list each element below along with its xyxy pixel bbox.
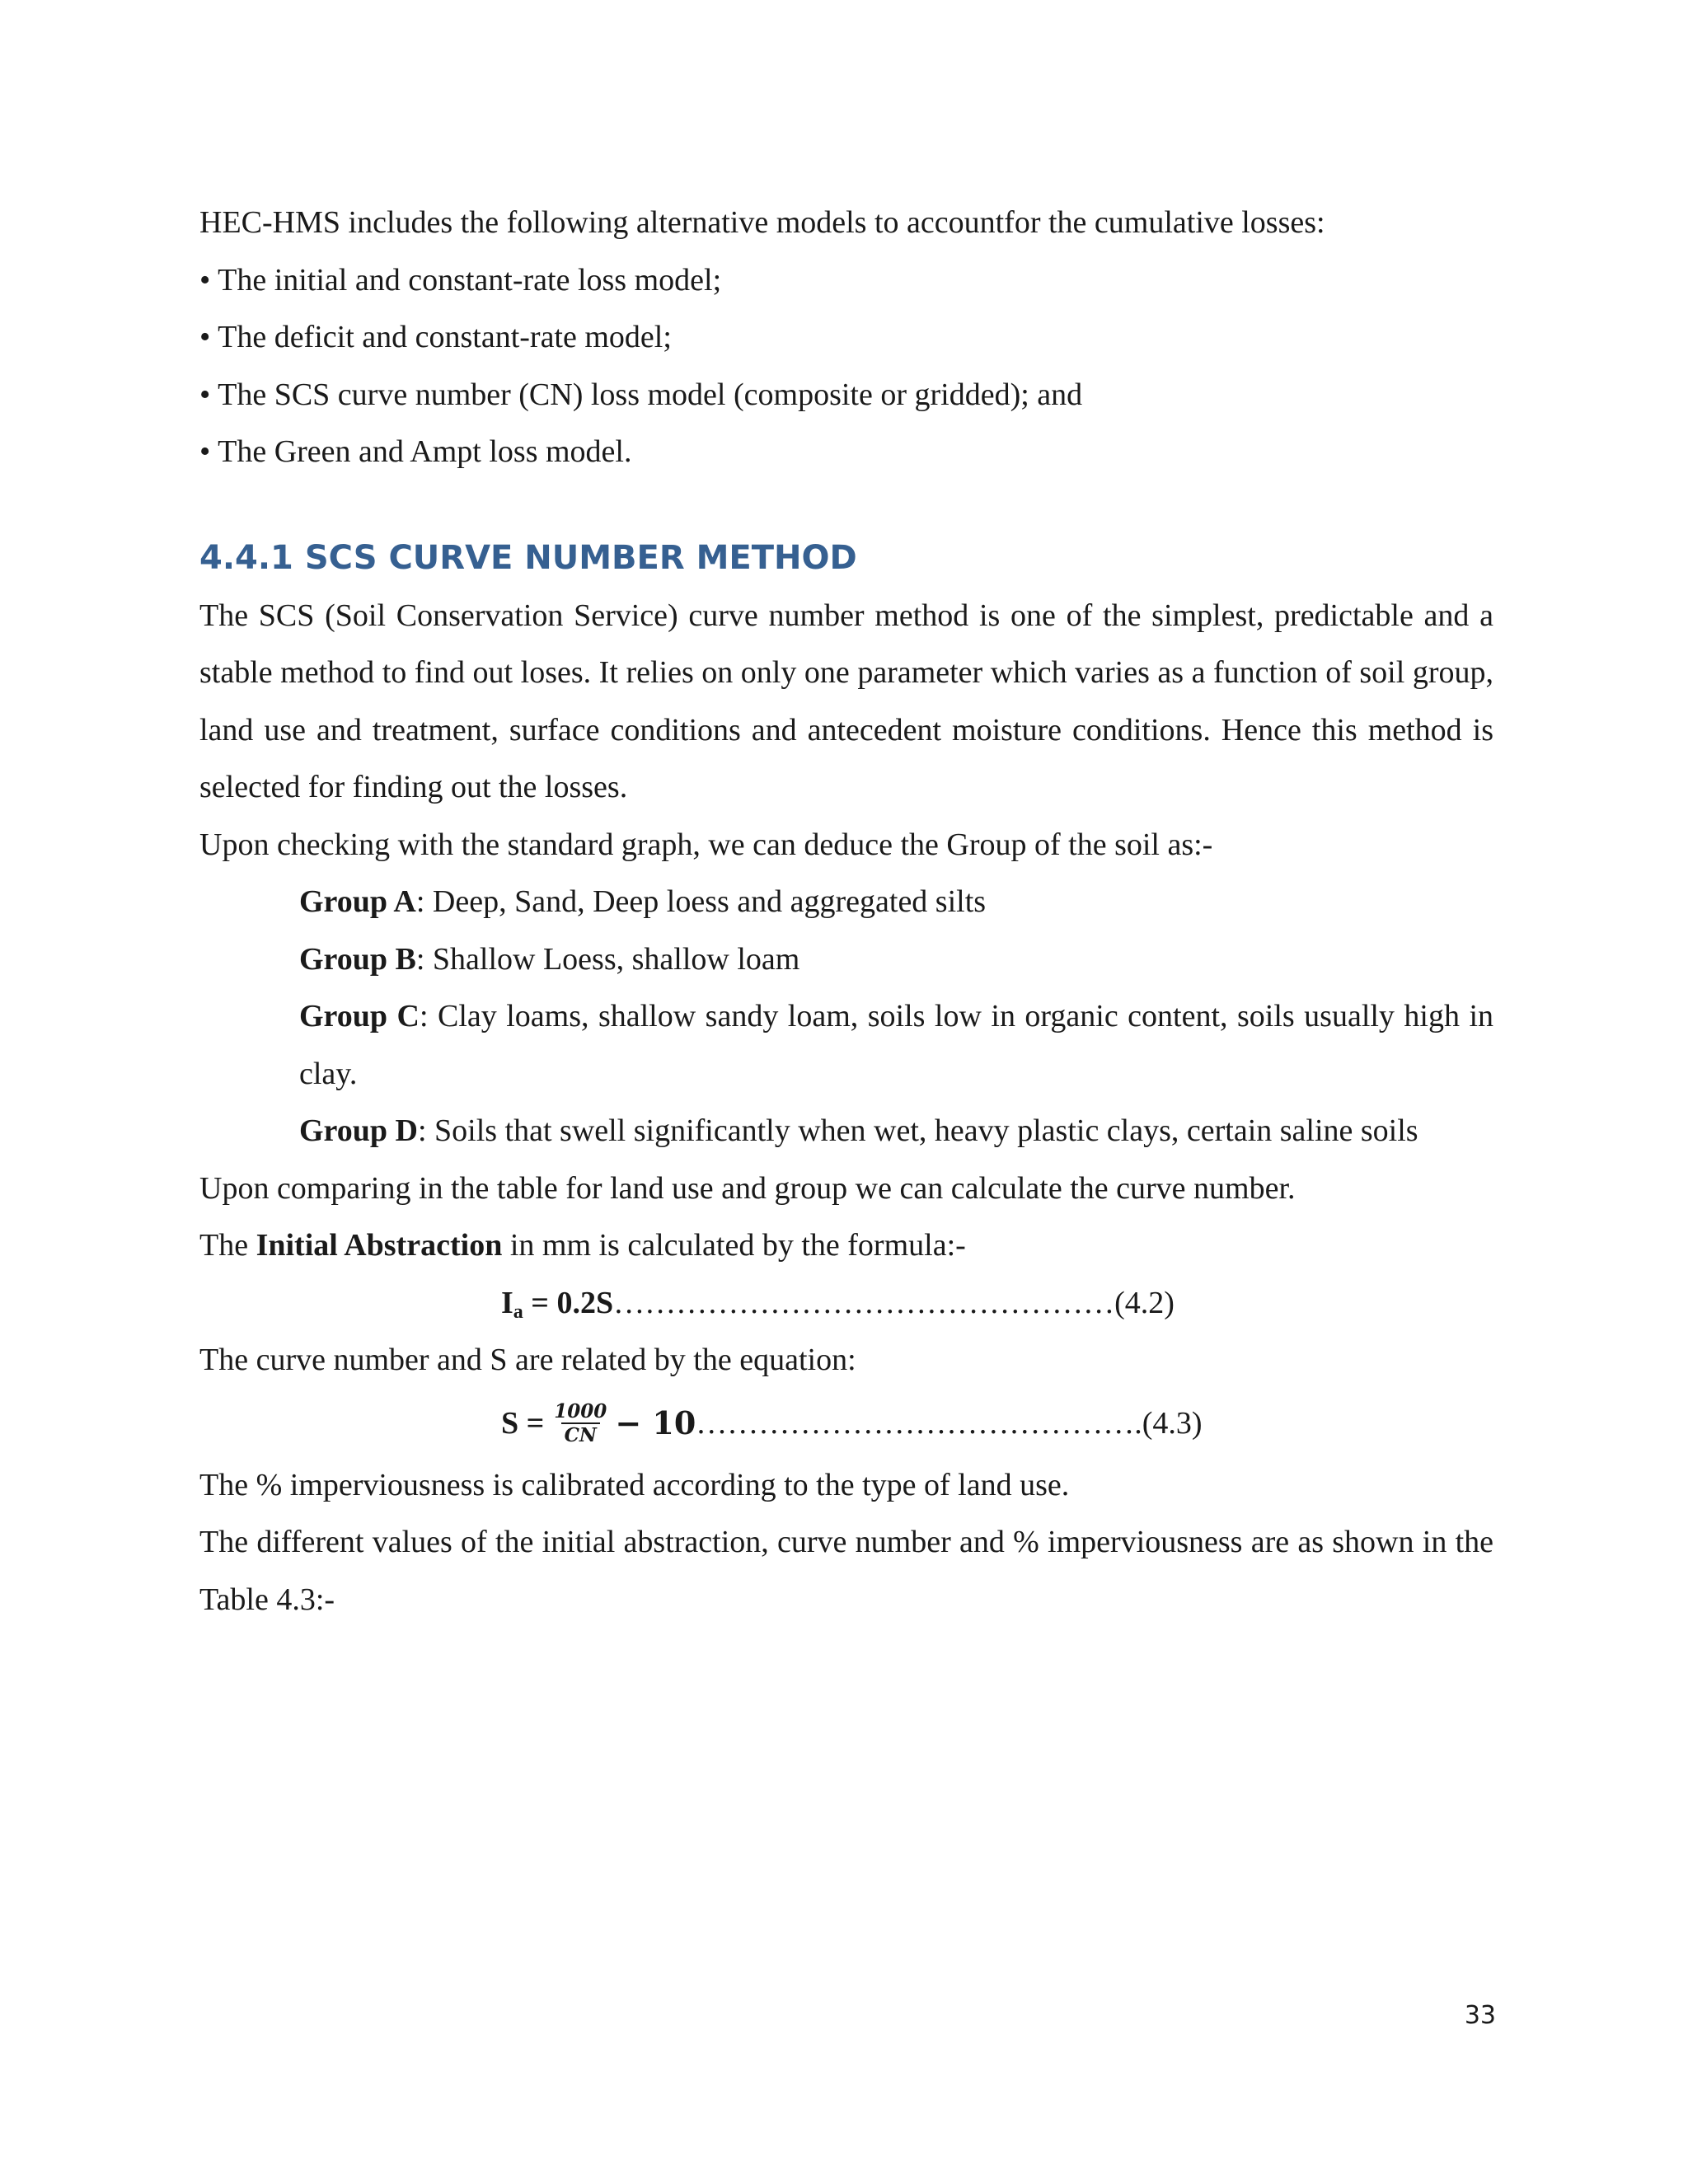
group-label: Group D bbox=[299, 1113, 418, 1148]
group-label: Group C bbox=[299, 999, 420, 1033]
bullet-item: • The Green and Ampt loss model. bbox=[199, 434, 632, 469]
eq-leader-dots: ………………………………………… bbox=[613, 1285, 1115, 1320]
imperviousness-line: The % imperviousness is calibrated according to the type of land use. bbox=[199, 1467, 1070, 1502]
page-number: 33 bbox=[1464, 2001, 1496, 2030]
eq-lhs: S = bbox=[501, 1405, 545, 1441]
eq-lhs: $I_a = 0.2S$ bbox=[501, 1285, 614, 1323]
bullet-item: • The SCS curve number (CN) loss model (composite or gridded); and bbox=[199, 377, 1083, 412]
fraction-denominator: CN bbox=[561, 1422, 600, 1446]
group-description: : Soils that swell significantly when wet, heavy plastic clays, certain saline soils bbox=[417, 1113, 1418, 1148]
compare-line: Upon comparing in the table for land use and group we can calculate the curve number. bbox=[199, 1170, 1296, 1206]
initial-abstraction-line: The Initial Abstraction in mm is calculated by the formula:- bbox=[199, 1228, 966, 1263]
group-description: : Deep, Sand, Deep loess and aggregated silts bbox=[415, 884, 987, 919]
eq-number: (4.3) bbox=[1142, 1405, 1203, 1441]
fraction-numerator: 1000 bbox=[554, 1399, 607, 1422]
section-heading: 4.4.1 SCS CURVE NUMBER METHOD bbox=[199, 538, 857, 577]
relation-line: The curve number and S are related by the equation: bbox=[199, 1343, 856, 1377]
group-description: : Shallow Loess, shallow loam bbox=[415, 941, 800, 977]
group-description: : Clay loams, shallow sandy loam, soils low in organic content, soils usually high in clay. bbox=[299, 999, 1494, 1091]
eq-fraction bbox=[551, 1400, 610, 1446]
group-intro-line: Upon checking with the standard graph, we can deduce the Group of the soil as:- bbox=[199, 827, 1213, 862]
page-content bbox=[199, 194, 1493, 1629]
bullet-item: • The initial and constant-rate loss model; bbox=[199, 262, 722, 298]
eq-tail: − 10 bbox=[615, 1404, 696, 1441]
soil-group-item bbox=[299, 874, 1493, 931]
initial-abstraction-term: Initial Abstraction bbox=[256, 1228, 503, 1263]
eq-number: (4.2) bbox=[1114, 1285, 1175, 1320]
group-label: Group A bbox=[299, 884, 416, 919]
soil-group-item bbox=[299, 1103, 1493, 1160]
eq-leader-dots: ……………………………………. bbox=[696, 1405, 1142, 1441]
soil-group-item bbox=[299, 988, 1493, 1103]
equation-4-3 bbox=[199, 1390, 1493, 1457]
soil-group-list bbox=[199, 874, 1493, 1160]
group-label: Group B bbox=[299, 941, 416, 977]
method-paragraph: The SCS (Soil Conservation Service) curve number method is one of the simplest, predictable and a stable method to find out loses. It relies on only one parameter which varies as a function of soil group, land use and treatment, surface conditions and antecedent moisture conditions. Hence this method is selected for finding out the losses. bbox=[199, 598, 1493, 804]
soil-group-item bbox=[299, 931, 1493, 989]
intro-line: HEC-HMS includes the following alternative models to accountfor the cumulative losses: bbox=[199, 205, 1325, 240]
equation-4-2 bbox=[199, 1275, 1493, 1333]
closing-paragraph: The different values of the initial abstraction, curve number and % imperviousness are as shown in the Table 4.3:- bbox=[199, 1525, 1493, 1617]
bullet-item: • The deficit and constant-rate model; bbox=[199, 320, 672, 354]
